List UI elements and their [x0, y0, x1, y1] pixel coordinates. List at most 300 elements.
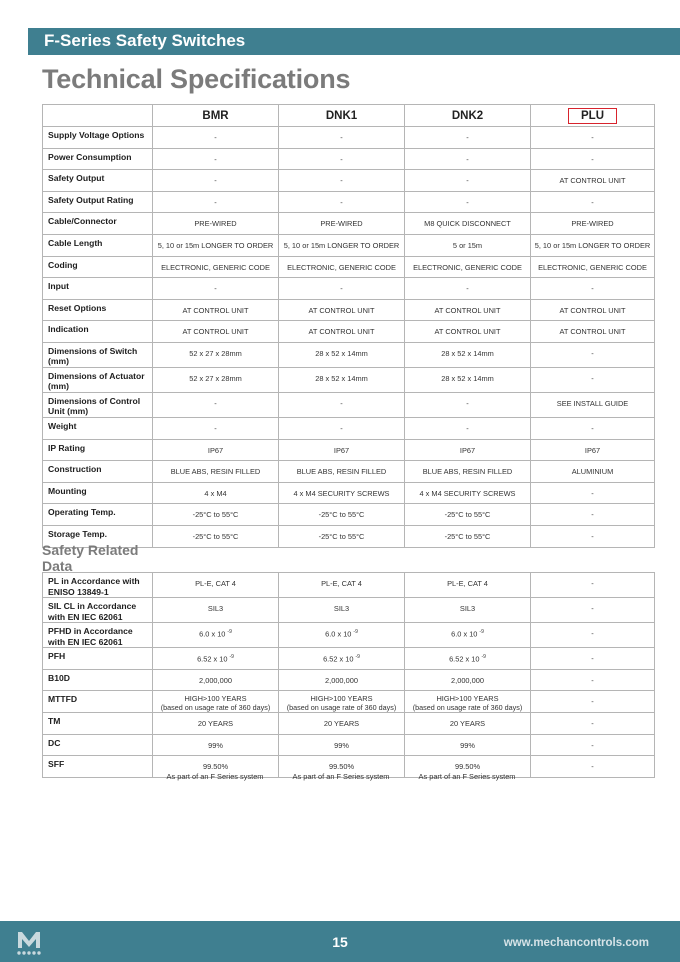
table-cell	[153, 623, 279, 648]
table-cell	[279, 256, 405, 278]
table-cell	[405, 691, 531, 713]
cell-value: 6.52 x 10	[197, 654, 228, 664]
table-cell	[531, 713, 655, 735]
cell-value: 6.0 x 10	[199, 629, 226, 639]
cell-value: -	[340, 197, 343, 207]
cell-value: -	[591, 373, 594, 383]
table-row	[43, 213, 655, 235]
table-cell	[531, 367, 655, 392]
cell-value: -	[214, 176, 217, 186]
table-cell	[405, 417, 531, 439]
system-note: As part of an F Series system	[418, 772, 516, 781]
header-blank-cell	[43, 105, 153, 127]
cell-value: -	[466, 176, 469, 186]
cell-value: AT CONTROL UNIT	[559, 305, 626, 315]
table-cell	[405, 669, 531, 691]
table-cell	[531, 734, 655, 756]
table-cell	[531, 439, 655, 461]
table-row	[43, 191, 655, 213]
row-label: Safety Output Rating	[43, 191, 153, 213]
table-cell	[531, 213, 655, 235]
page-number: 15	[332, 934, 348, 950]
table-cell	[531, 504, 655, 526]
table-row	[43, 598, 655, 623]
table-cell	[279, 461, 405, 483]
table-cell	[405, 213, 531, 235]
table-cell	[153, 734, 279, 756]
cell-value: 2,000,000	[199, 675, 232, 685]
cell-value: AT CONTROL UNIT	[182, 305, 249, 315]
cell-value: -	[591, 697, 594, 707]
cell-value: -25°C to 55°C	[192, 531, 239, 541]
table-cell	[531, 127, 655, 149]
cell-value: SIL3	[333, 604, 350, 613]
cell-value: -	[466, 398, 469, 408]
cell-value: AT CONTROL UNIT	[559, 176, 626, 186]
cell-value: IP67	[584, 445, 601, 455]
cell-value: -	[340, 398, 343, 408]
table-cell	[279, 669, 405, 691]
cell-value: IP67	[333, 445, 350, 455]
cell-value: AT CONTROL UNIT	[559, 327, 626, 337]
cell-value: PRE-WIRED	[571, 219, 614, 229]
table-row	[43, 367, 655, 392]
cell-value: -25°C to 55°C	[444, 510, 491, 520]
table-cell	[405, 367, 531, 392]
table-cell	[153, 234, 279, 256]
cell-value: ELECTRONIC, GENERIC CODE	[413, 262, 522, 272]
table-cell	[279, 321, 405, 343]
table-cell	[531, 598, 655, 623]
table-row	[43, 504, 655, 526]
cell-value: 99%	[334, 740, 349, 750]
table-cell	[279, 392, 405, 417]
table-cell	[279, 482, 405, 504]
cell-value: -	[340, 176, 343, 186]
table-cell	[405, 256, 531, 278]
table-cell	[153, 367, 279, 392]
cell-value: -	[214, 197, 217, 207]
row-label: MTTFD	[43, 691, 153, 713]
cell-value: IP67	[207, 445, 224, 455]
cell-value: -	[591, 488, 594, 498]
row-label: IP Rating	[43, 439, 153, 461]
cell-value: 28 x 52 x 14mm	[441, 373, 494, 383]
table-cell	[531, 299, 655, 321]
cell-value: PL-E, CAT 4	[447, 579, 488, 588]
column-header-bmr: BMR	[153, 105, 279, 127]
table-header-row	[43, 105, 655, 127]
table-row	[43, 148, 655, 170]
row-label: PL in Accordance with ENISO 13849-1	[43, 573, 153, 598]
table-cell	[153, 170, 279, 192]
table-row	[43, 278, 655, 300]
table-cell	[153, 213, 279, 235]
column-header-dnk1: DNK1	[279, 105, 405, 127]
table-cell	[531, 648, 655, 670]
table-cell	[279, 573, 405, 598]
table-row	[43, 669, 655, 691]
cell-value: PL-E, CAT 4	[321, 579, 362, 588]
table-row	[43, 461, 655, 483]
row-label: SIL CL in Accordance with EN IEC 62061	[43, 598, 153, 623]
cell-value: -	[591, 423, 594, 433]
table-cell	[279, 278, 405, 300]
cell-value: HIGH>100 YEARS	[184, 694, 247, 704]
cell-value: 20 YEARS	[197, 719, 234, 729]
table-cell	[279, 598, 405, 623]
table-cell	[531, 573, 655, 598]
cell-value: 4 x M4 SECURITY SCREWS	[293, 488, 390, 498]
table-cell	[405, 623, 531, 648]
cell-value: -	[591, 531, 594, 541]
cell-value: IP67	[459, 445, 476, 455]
row-label: Mounting	[43, 482, 153, 504]
cell-value: AT CONTROL UNIT	[182, 327, 249, 337]
cell-value: 6.52 x 10	[323, 654, 354, 664]
exponent: -9	[479, 629, 484, 635]
table-cell	[279, 342, 405, 367]
cell-value: 5, 10 or 15m LONGER TO ORDER	[534, 240, 651, 250]
cell-value: -25°C to 55°C	[318, 510, 365, 520]
table-cell	[405, 342, 531, 367]
table-cell	[279, 148, 405, 170]
cell-value: HIGH>100 YEARS	[310, 694, 373, 704]
cell-value: 4 x M4	[204, 488, 227, 498]
cell-value: -	[591, 675, 594, 685]
table-cell	[405, 573, 531, 598]
cell-value: BLUE ABS, RESIN FILLED	[296, 467, 387, 477]
table-cell	[279, 234, 405, 256]
table-cell	[279, 191, 405, 213]
cell-value: -	[214, 423, 217, 433]
column-header-plu	[531, 105, 655, 127]
table-cell	[531, 148, 655, 170]
cell-subnote: (based on usage rate of 360 days)	[412, 703, 523, 713]
table-cell	[405, 439, 531, 461]
cell-value: -	[466, 154, 469, 164]
table-row	[43, 321, 655, 343]
safety-related-data-table	[42, 572, 655, 778]
table-cell	[531, 256, 655, 278]
table-cell	[405, 525, 531, 547]
table-row	[43, 623, 655, 648]
table-cell	[531, 461, 655, 483]
table-cell	[405, 504, 531, 526]
cell-value: -	[591, 133, 594, 142]
row-label: SFF	[43, 756, 153, 778]
table-cell	[153, 299, 279, 321]
cell-value: -	[214, 284, 217, 294]
row-label: Weight	[43, 417, 153, 439]
technical-specifications-table	[42, 104, 655, 548]
row-label: Construction	[43, 461, 153, 483]
table-cell	[405, 461, 531, 483]
table-cell	[531, 170, 655, 192]
cell-value: 28 x 52 x 14mm	[315, 348, 368, 358]
cell-value: ELECTRONIC, GENERIC CODE	[538, 262, 647, 272]
table-cell	[279, 623, 405, 648]
row-label: Safety Output	[43, 170, 153, 192]
table-cell	[153, 713, 279, 735]
table-cell	[531, 342, 655, 367]
table-cell	[279, 367, 405, 392]
table-cell	[405, 191, 531, 213]
table-cell	[153, 127, 279, 149]
cell-value: -25°C to 55°C	[318, 531, 365, 541]
cell-value: -	[591, 510, 594, 520]
column-header-dnk2: DNK2	[405, 105, 531, 127]
table-row	[43, 234, 655, 256]
table-cell	[405, 127, 531, 149]
table-row	[43, 127, 655, 149]
cell-value: 28 x 52 x 14mm	[441, 348, 494, 358]
cell-value: 5 or 15m	[452, 240, 483, 250]
cell-value: BLUE ABS, RESIN FILLED	[422, 467, 513, 477]
cell-value: 6.0 x 10	[325, 629, 352, 639]
cell-value: ELECTRONIC, GENERIC CODE	[161, 262, 270, 272]
table-cell	[531, 234, 655, 256]
safety-section-title: Safety Related Data	[42, 542, 139, 574]
row-label: Power Consumption	[43, 148, 153, 170]
table-cell	[405, 321, 531, 343]
row-label: PFHD in Accordance with EN IEC 62061	[43, 623, 153, 648]
table-row	[43, 342, 655, 367]
table-cell	[153, 417, 279, 439]
table-row	[43, 256, 655, 278]
exponent: -9	[353, 629, 358, 635]
table-cell	[153, 504, 279, 526]
table-cell	[279, 170, 405, 192]
table-cell	[279, 439, 405, 461]
cell-value: -25°C to 55°C	[444, 531, 491, 541]
table-row	[43, 573, 655, 598]
row-label: Dimensions of Switch (mm)	[43, 342, 153, 367]
row-label: DC	[43, 734, 153, 756]
table-cell	[405, 234, 531, 256]
cell-value: SEE INSTALL GUIDE	[556, 398, 629, 408]
cell-value: -	[591, 740, 594, 750]
table-cell	[531, 191, 655, 213]
table-cell	[153, 691, 279, 713]
row-label: B10D	[43, 669, 153, 691]
cell-value: -	[591, 197, 594, 207]
table-cell	[153, 573, 279, 598]
table-cell	[405, 648, 531, 670]
cell-value: AT CONTROL UNIT	[308, 305, 375, 315]
table-cell	[279, 713, 405, 735]
table-cell	[405, 392, 531, 417]
table-cell	[279, 213, 405, 235]
cell-value: BLUE ABS, RESIN FILLED	[170, 467, 261, 477]
cell-value: -	[340, 133, 343, 142]
cell-value: PRE-WIRED	[194, 219, 237, 229]
table-row	[43, 713, 655, 735]
cell-value: ELECTRONIC, GENERIC CODE	[287, 262, 396, 272]
row-label: Cable/Connector	[43, 213, 153, 235]
table-cell	[405, 278, 531, 300]
table-cell	[153, 191, 279, 213]
cell-value: 2,000,000	[325, 675, 358, 685]
cell-value: 52 x 27 x 28mm	[189, 348, 242, 358]
table-cell	[153, 598, 279, 623]
cell-value: 52 x 27 x 28mm	[189, 373, 242, 383]
row-label: TM	[43, 713, 153, 735]
cell-value: 99.50%	[202, 762, 229, 772]
cell-value: -	[591, 604, 594, 613]
cell-value: -25°C to 55°C	[192, 510, 239, 520]
row-label: Supply Voltage Options	[43, 127, 153, 149]
cell-value: -	[591, 284, 594, 294]
table-cell	[279, 417, 405, 439]
row-label: Input	[43, 278, 153, 300]
table-cell	[405, 482, 531, 504]
table-row	[43, 417, 655, 439]
table-cell	[531, 278, 655, 300]
table-cell	[279, 691, 405, 713]
table-cell	[279, 127, 405, 149]
table-cell	[405, 598, 531, 623]
cell-value: HIGH>100 YEARS	[436, 694, 499, 704]
system-note: As part of an F Series system	[166, 772, 264, 781]
table-cell	[153, 482, 279, 504]
table-cell	[279, 299, 405, 321]
cell-value: 99.50%	[454, 762, 481, 772]
row-label: Storage Temp.	[43, 525, 153, 547]
table-cell	[153, 256, 279, 278]
table-row	[43, 482, 655, 504]
cell-value: -	[591, 348, 594, 358]
cell-value: 99.50%	[328, 762, 355, 772]
cell-value: 20 YEARS	[449, 719, 486, 729]
row-label: Indication	[43, 321, 153, 343]
table-cell	[153, 392, 279, 417]
table-cell	[531, 417, 655, 439]
cell-value: AT CONTROL UNIT	[434, 327, 501, 337]
exponent: -9	[229, 654, 234, 660]
system-notes	[152, 772, 652, 784]
table-cell	[153, 669, 279, 691]
cell-value: 4 x M4 SECURITY SCREWS	[419, 488, 516, 498]
row-label: Coding	[43, 256, 153, 278]
table-cell	[405, 713, 531, 735]
table-cell	[531, 623, 655, 648]
cell-subnote: (based on usage rate of 360 days)	[286, 703, 397, 713]
cell-value: -	[591, 762, 594, 772]
row-label: Reset Options	[43, 299, 153, 321]
table-cell	[153, 461, 279, 483]
row-label: Operating Temp.	[43, 504, 153, 526]
exponent: -9	[227, 629, 232, 635]
row-label: Dimensions of Actuator (mm)	[43, 367, 153, 392]
table-cell	[531, 482, 655, 504]
cell-value: 2,000,000	[451, 675, 484, 685]
header-band-title: F-Series Safety Switches	[44, 31, 246, 50]
table-row	[43, 734, 655, 756]
table-cell	[279, 648, 405, 670]
table-cell	[279, 734, 405, 756]
exponent: -9	[481, 654, 486, 660]
page-title: Technical Specifications	[42, 64, 351, 94]
website-link[interactable]: www.mechancontrols.com	[503, 937, 649, 949]
table-row	[43, 648, 655, 670]
table-cell	[405, 299, 531, 321]
table-cell	[279, 525, 405, 547]
cell-value: AT CONTROL UNIT	[434, 305, 501, 315]
cell-value: 99%	[460, 740, 475, 750]
cell-value: -	[466, 197, 469, 207]
header-band	[28, 28, 680, 55]
cell-value: -	[466, 133, 469, 142]
table-cell	[153, 342, 279, 367]
cell-value: 6.52 x 10	[449, 654, 480, 664]
cell-value: -	[591, 654, 594, 663]
cell-value: SIL3	[459, 604, 476, 613]
cell-value: -	[340, 423, 343, 433]
table-row	[43, 170, 655, 192]
cell-value: 20 YEARS	[323, 719, 360, 729]
cell-value: -	[591, 719, 594, 729]
row-label: PFH	[43, 648, 153, 670]
cell-value: 5, 10 or 15m LONGER TO ORDER	[157, 240, 274, 250]
footer-band	[0, 921, 680, 962]
cell-subnote: (based on usage rate of 360 days)	[160, 703, 271, 713]
table-row	[43, 392, 655, 417]
table-row	[43, 439, 655, 461]
cell-value: -	[214, 133, 217, 142]
cell-value: -	[214, 398, 217, 408]
cell-value: 28 x 52 x 14mm	[315, 373, 368, 383]
table-row	[43, 299, 655, 321]
exponent: -9	[355, 654, 360, 660]
table-cell	[153, 148, 279, 170]
table-cell	[405, 148, 531, 170]
table-cell	[531, 525, 655, 547]
table-cell	[153, 321, 279, 343]
table-cell	[153, 439, 279, 461]
cell-value: -	[591, 579, 594, 588]
cell-value: PL-E, CAT 4	[195, 579, 236, 588]
row-label: Dimensions of Control Unit (mm)	[43, 392, 153, 417]
cell-value: AT CONTROL UNIT	[308, 327, 375, 337]
table-cell	[279, 504, 405, 526]
table-cell	[405, 170, 531, 192]
cell-value: -	[340, 154, 343, 164]
table-cell	[405, 734, 531, 756]
table-cell	[153, 278, 279, 300]
table-cell	[531, 691, 655, 713]
cell-value: -	[214, 154, 217, 164]
table-cell	[531, 669, 655, 691]
system-note: As part of an F Series system	[292, 772, 390, 781]
row-label: Cable Length	[43, 234, 153, 256]
table-cell	[531, 321, 655, 343]
cell-value: -	[466, 423, 469, 433]
cell-value: -	[591, 154, 594, 164]
table-cell	[531, 392, 655, 417]
cell-value: 6.0 x 10	[451, 629, 478, 639]
cell-value: SIL3	[207, 604, 224, 613]
cell-value: -	[466, 284, 469, 294]
table-row	[43, 691, 655, 713]
cell-value: M8 QUICK DISCONNECT	[424, 219, 511, 229]
cell-value: -	[340, 284, 343, 294]
table-cell	[153, 648, 279, 670]
cell-value: 5, 10 or 15m LONGER TO ORDER	[283, 240, 400, 250]
cell-value: PRE-WIRED	[320, 219, 363, 229]
cell-value: 99%	[208, 740, 223, 750]
cell-value: ALUMINIUM	[571, 467, 614, 477]
